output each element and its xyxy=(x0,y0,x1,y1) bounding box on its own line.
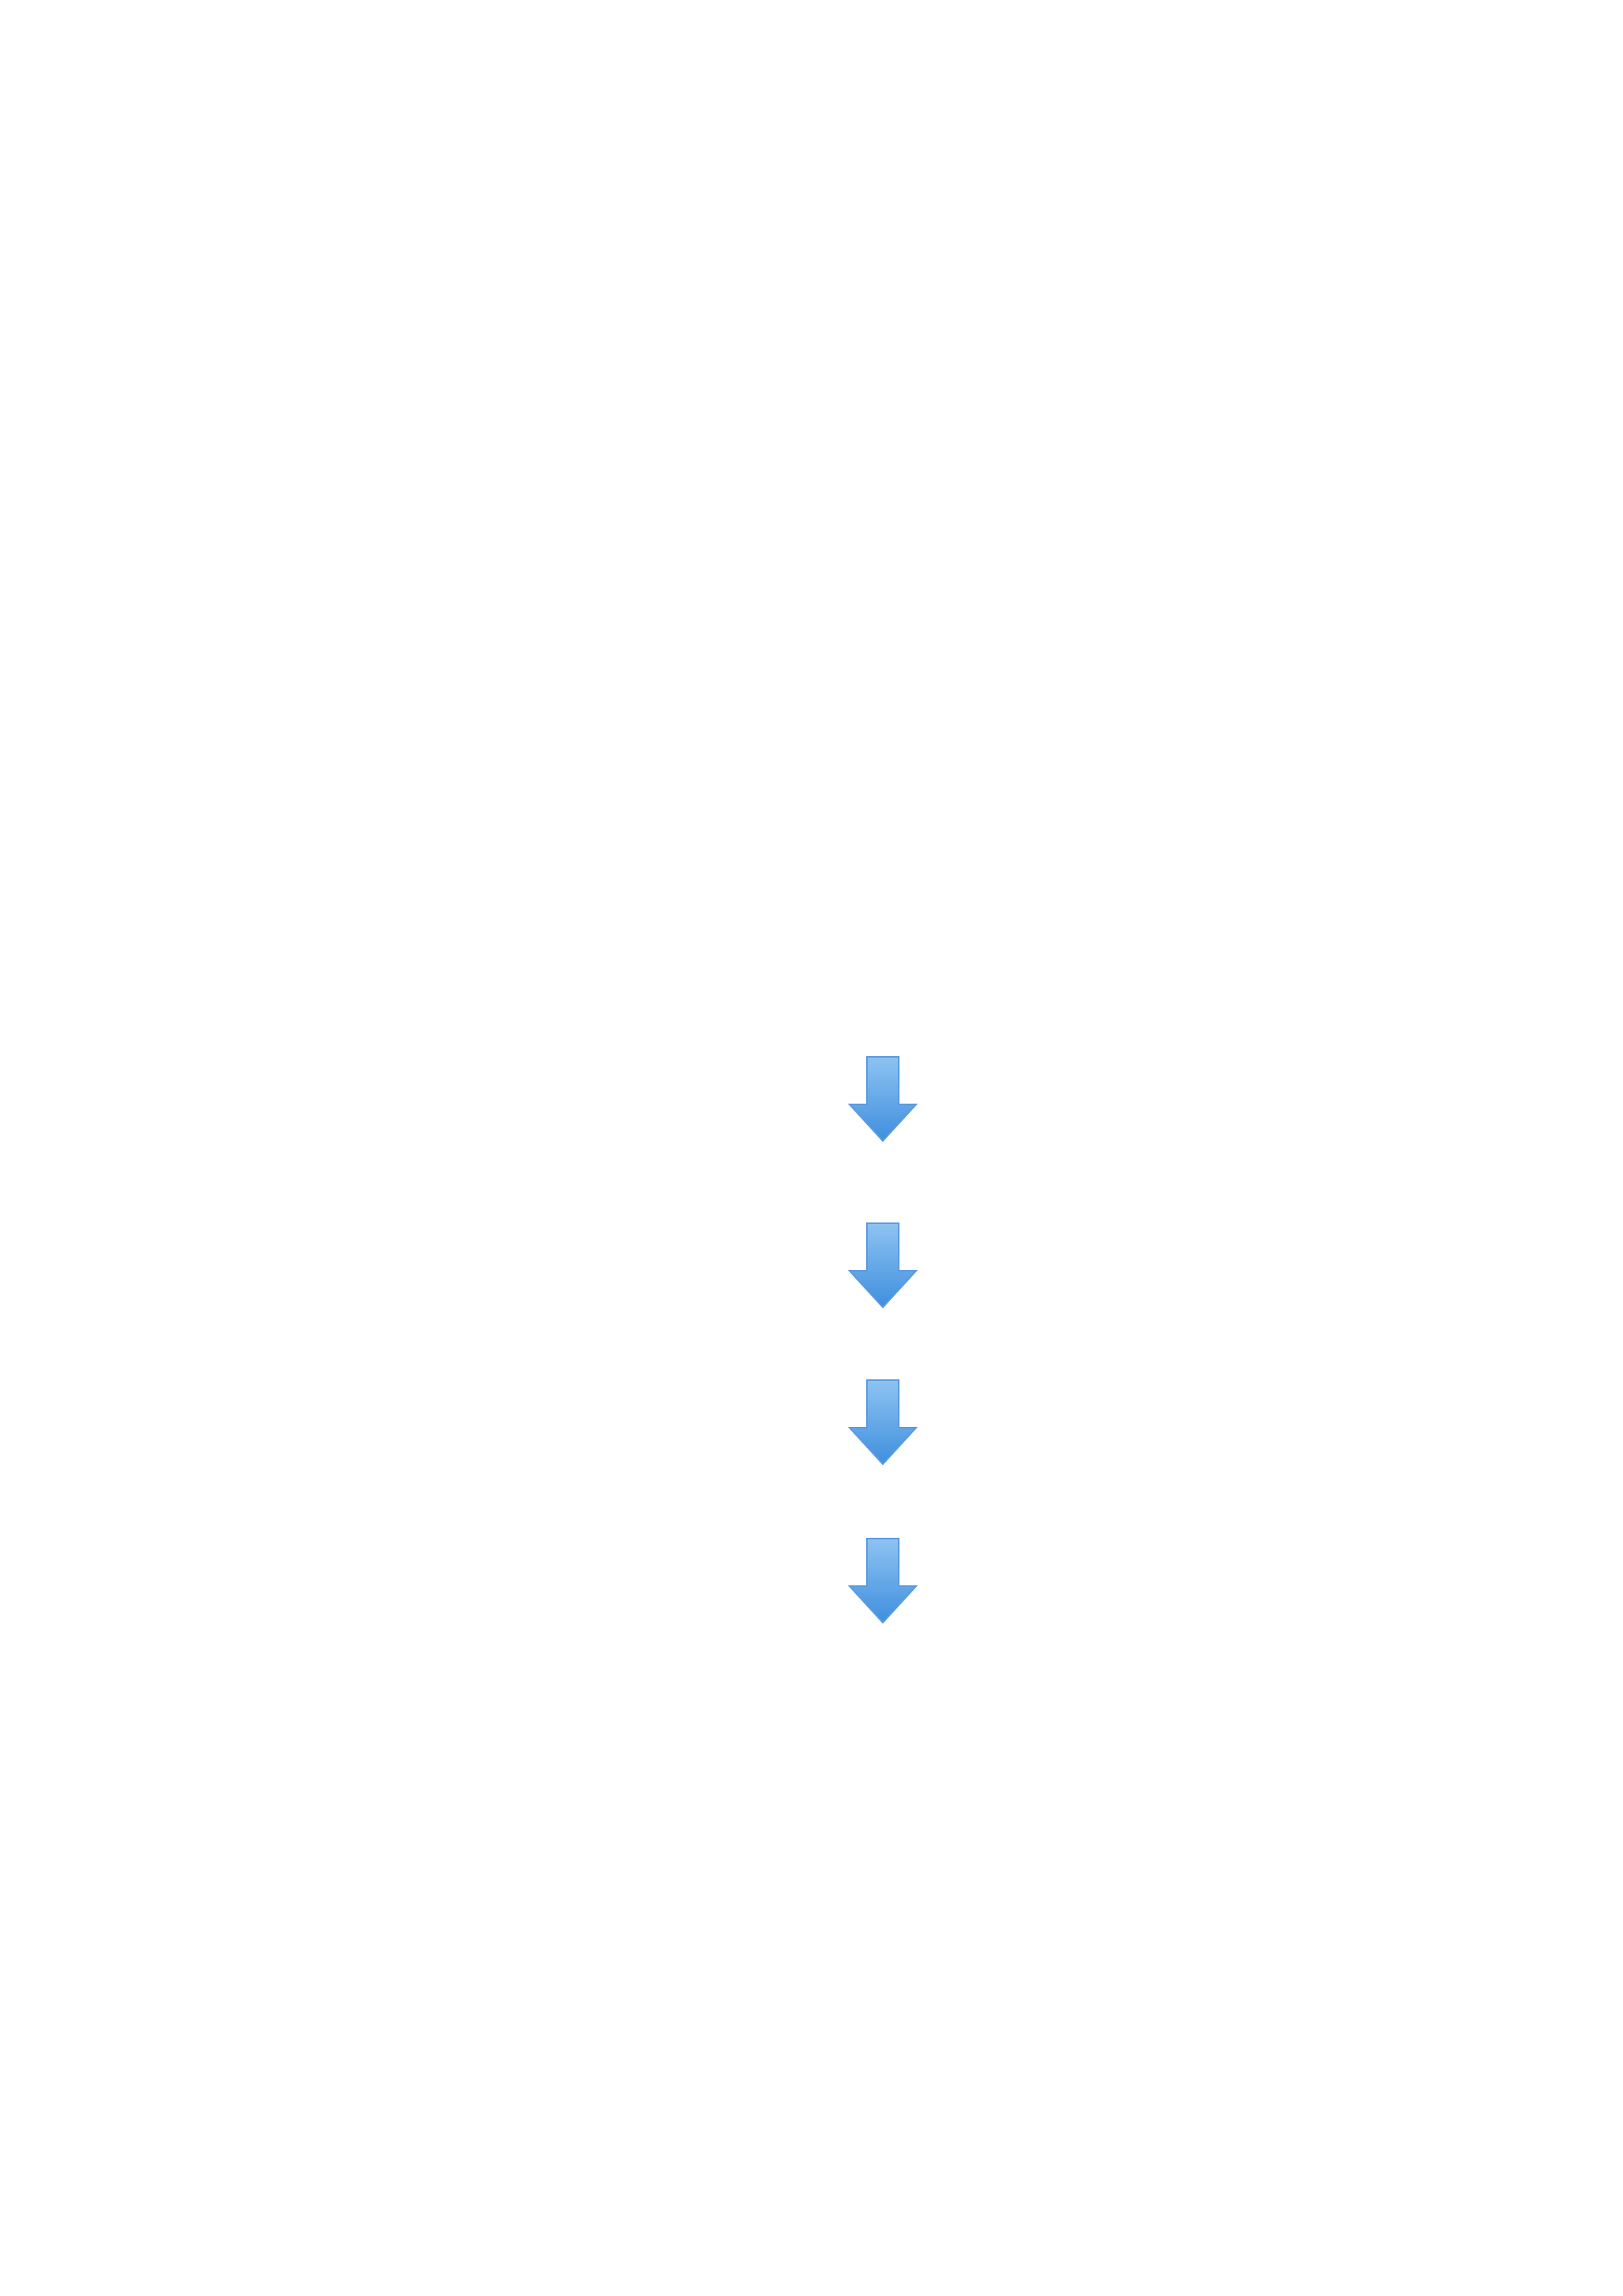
paragraph-line xyxy=(296,298,1431,383)
down-arrow-icon xyxy=(846,1379,919,1467)
paragraph-line xyxy=(296,811,1431,897)
paragraph-line xyxy=(296,212,1431,298)
paragraph-line xyxy=(296,469,1431,555)
down-arrow-icon xyxy=(846,1537,919,1626)
procedure-flow-diagram xyxy=(475,982,1268,1727)
paragraph-line xyxy=(296,726,1431,811)
paragraph-line xyxy=(296,383,1431,469)
body-paragraph xyxy=(296,212,1431,897)
down-arrow-icon xyxy=(846,1222,919,1310)
paragraph-line xyxy=(296,555,1431,640)
down-arrow-icon xyxy=(846,1055,919,1144)
paragraph-line xyxy=(296,640,1431,726)
